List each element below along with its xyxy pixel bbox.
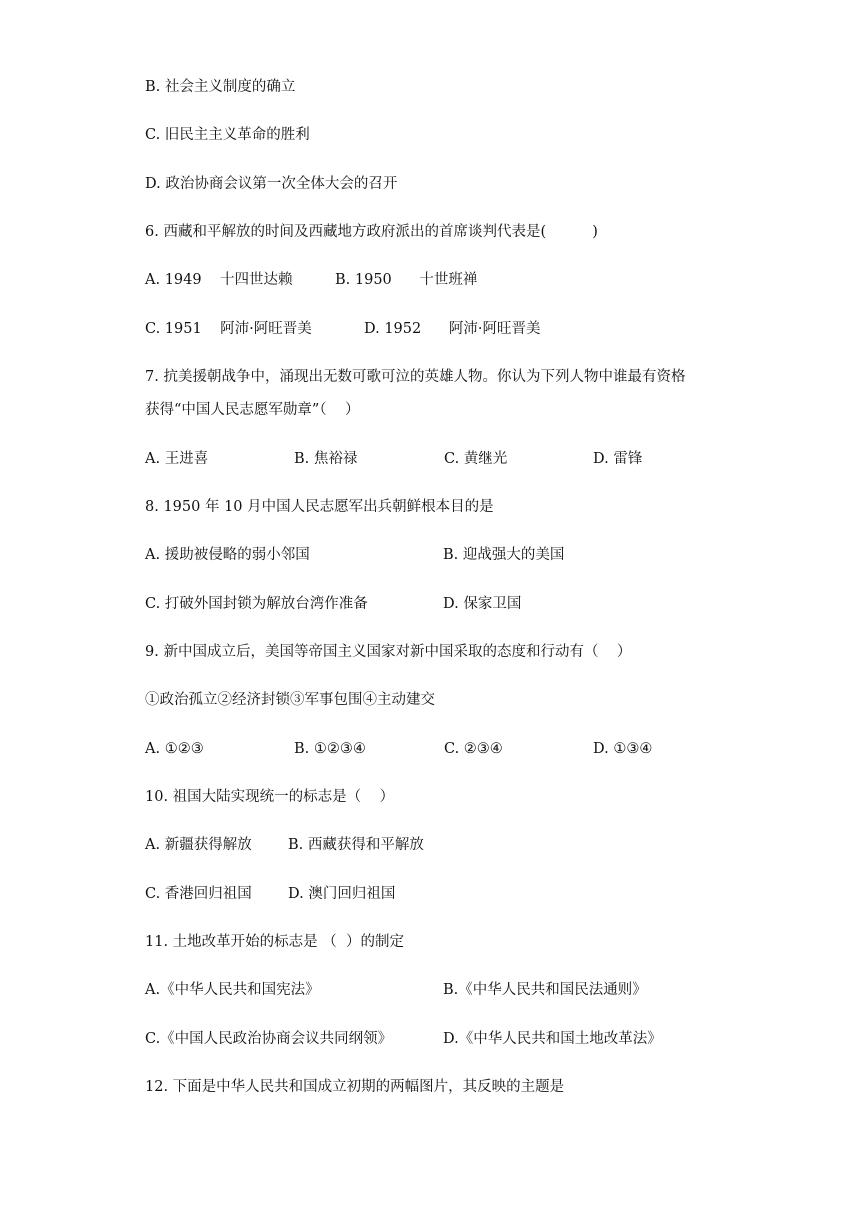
q9-stem: 9. 新中国成立后，美国等帝国主义国家对新中国采取的态度和行动有（ ） [145,644,632,660]
q7-stem-line1: 7. 抗美援朝战争中，涌现出无数可歌可泣的英雄人物。你认为下列人物中谁最有资格 [145,369,686,385]
q5-option-b: B. 社会主义制度的确立 [145,79,296,95]
q6-option-c: C. 1951 阿沛·阿旺晋美 [145,321,312,337]
q12-stem: 12. 下面是中华人民共和国成立初期的两幅图片，其反映的主题是 [145,1079,565,1095]
q7-option-d: D. 雷锋 [593,451,643,467]
q11-option-c: C.《中国人民政治协商会议共同纲领》 [145,1031,393,1047]
q6-option-b: B. 1950 十世班禅 [335,272,478,288]
q10-option-c: C. 香港回归祖国 [145,886,252,902]
q10-option-b: B. 西藏获得和平解放 [288,837,424,853]
q10-option-a: A. 新疆获得解放 [145,837,252,853]
q8-option-d: D. 保家卫国 [443,596,522,612]
q9-option-d: D. ①③④ [593,741,653,757]
q10-stem: 10. 祖国大陆实现统一的标志是（ ） [145,789,395,805]
q8-option-c: C. 打破外国封锁为解放台湾作准备 [145,596,368,612]
q10-option-d: D. 澳门回归祖国 [288,886,396,902]
q9-option-a: A. ①②③ [145,741,204,757]
q6-stem: 6. 西藏和平解放的时间及西藏地方政府派出的首席谈判代表是( ) [145,224,598,240]
q7-option-c: C. 黄继光 [444,451,508,467]
q11-stem: 11. 土地改革开始的标志是 （ ）的制定 [145,934,404,950]
q8-option-a: A. 援助被侵略的弱小邻国 [145,547,310,563]
q11-option-b: B.《中华人民共和国民法通则》 [443,982,647,998]
q9-option-c: C. ②③④ [444,741,503,757]
q6-option-d: D. 1952 阿沛·阿旺晋美 [364,321,541,337]
q8-option-b: B. 迎战强大的美国 [443,547,565,563]
q7-stem-line2: 获得“中国人民志愿军勋章”（ ） [145,402,360,418]
q11-option-d: D.《中华人民共和国土地改革法》 [443,1031,662,1047]
q9-items: ①政治孤立②经济封锁③军事包围④主动建交 [145,692,435,708]
q5-option-d: D. 政治协商会议第一次全体大会的召开 [145,176,398,192]
q9-option-b: B. ①②③④ [294,741,366,757]
q11-option-a: A.《中华人民共和国宪法》 [145,982,320,998]
q8-stem: 8. 1950 年 10 月中国人民志愿军出兵朝鲜根本目的是 [145,499,494,515]
q7-option-b: B. 焦裕禄 [294,451,358,467]
q5-option-c: C. 旧民主主义革命的胜利 [145,127,310,143]
q7-option-a: A. 王进喜 [145,451,209,467]
q6-option-a: A. 1949 十四世达赖 [145,272,293,288]
